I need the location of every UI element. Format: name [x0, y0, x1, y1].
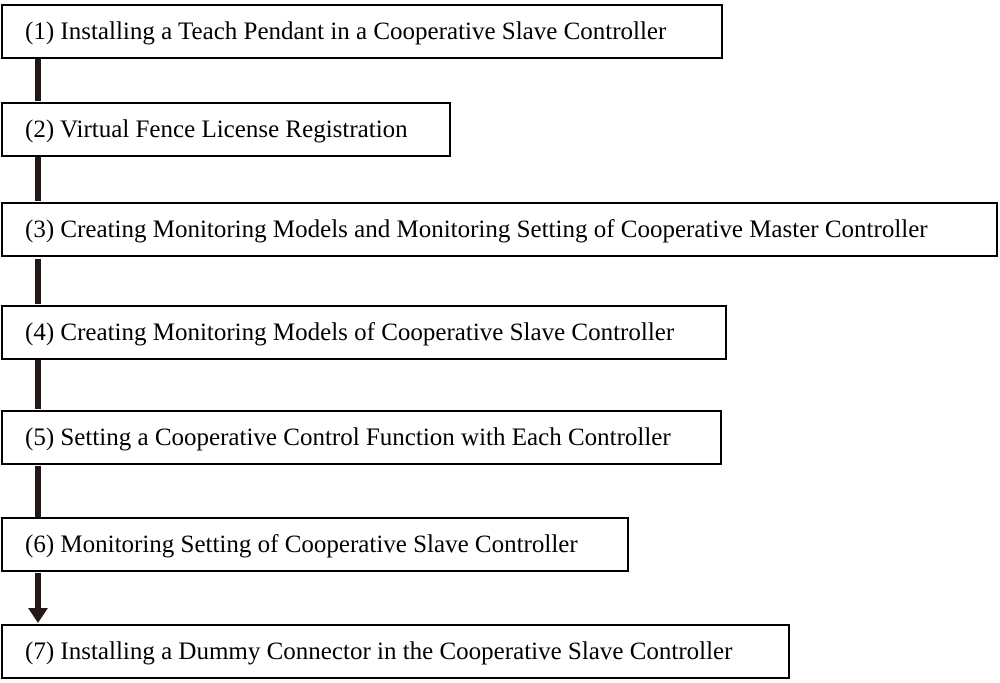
connector-4-5 — [35, 359, 41, 409]
step-3-box — [1, 202, 998, 257]
step-7-box — [1, 624, 790, 679]
connector-1-2 — [35, 59, 41, 101]
step-2-label: (2) Virtual Fence License Registration — [25, 116, 408, 143]
step-1-box — [1, 4, 723, 59]
step-7-label: (7) Installing a Dummy Connector in the Cooperative Slave Controller — [25, 638, 733, 665]
step-6-label: (6) Monitoring Setting of Cooperative Slave Controller — [25, 531, 578, 558]
step-2-box — [1, 102, 451, 157]
arrowhead-down-icon — [28, 608, 48, 623]
step-3-label: (3) Creating Monitoring Models and Monitoring Setting of Cooperative Master Controller — [25, 216, 928, 243]
step-4-label: (4) Creating Monitoring Models of Cooperative Slave Controller — [25, 319, 675, 346]
step-4-box — [1, 305, 727, 360]
step-5-label: (5) Setting a Cooperative Control Function with Each Controller — [25, 424, 671, 451]
connector-6-7 — [35, 573, 41, 609]
step-6-box — [1, 517, 629, 572]
connector-2-3 — [35, 157, 41, 201]
step-5-box — [1, 410, 722, 465]
connector-5-6 — [35, 466, 41, 517]
connector-3-4 — [35, 259, 41, 304]
step-1-label: (1) Installing a Teach Pendant in a Cooperative Slave Controller — [25, 18, 667, 45]
